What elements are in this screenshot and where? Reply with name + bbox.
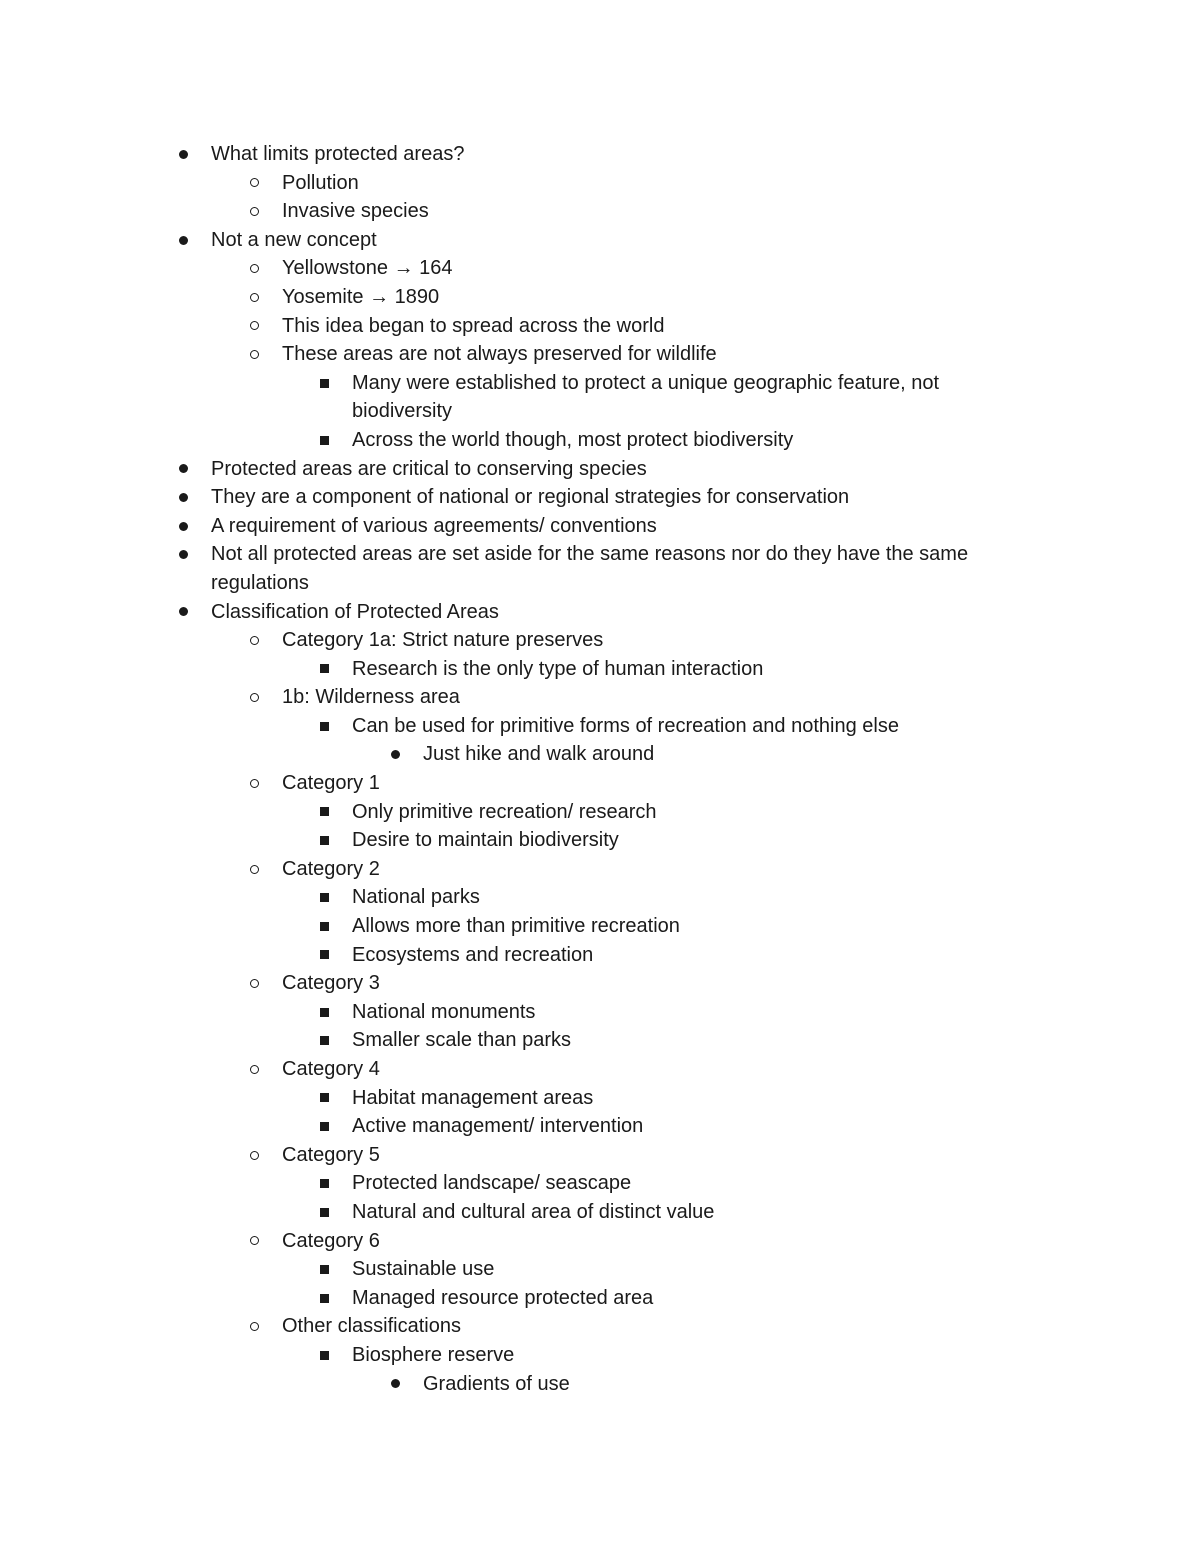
bullet-circle-icon [247,312,261,341]
list-item [0,226,1200,255]
bullet-circle-icon [247,283,261,312]
list-item [0,483,1200,512]
list-item [0,540,1200,597]
list-item-text: 1b: Wilderness area [282,686,460,709]
list-item-text: Active management/ intervention [352,1115,644,1138]
list-item-text: Not a new concept [211,228,377,251]
bullet-circle-icon [247,169,261,198]
list-item-text: What limits protected areas? [211,143,465,165]
list-item [0,140,1200,169]
list-item [0,1198,1200,1227]
bullet-disc-icon [176,140,190,169]
list-item [0,912,1200,941]
list-item [0,598,1200,627]
bullet-circle-icon [247,1312,261,1341]
list-item-text: Habitat management areas [352,1086,594,1109]
list-item-text: Invasive species [282,200,429,223]
list-item [0,769,1200,798]
list-item [0,712,1200,741]
list-item-text: A requirement of various agreements/ conventions [211,514,657,537]
list-item [0,626,1200,655]
list-item [0,512,1200,541]
list-item [0,1227,1200,1256]
list-item-text: Many were established to protect a unique geographic feature, not biodiversity [352,371,940,423]
bullet-disc-icon [176,455,190,484]
list-item [0,740,1200,769]
bullet-square-icon [317,912,331,941]
list-item-text: Ecosystems and recreation [352,943,594,966]
list-item [0,1370,1200,1399]
list-item-text: National parks [352,886,480,909]
list-item [0,941,1200,970]
list-item [0,1026,1200,1055]
list-item-text: These areas are not always preserved for wildlife [282,343,717,366]
list-item [0,883,1200,912]
bullet-square-icon [317,1284,331,1313]
list-item [0,312,1200,341]
bullet-disc-icon [176,540,190,569]
bullet-circle-icon [247,254,261,283]
list-item [0,1055,1200,1084]
list-item-text: Only primitive recreation/ research [352,800,657,823]
list-item-text: Other classifications [282,1315,461,1338]
list-item-text: Category 5 [282,1143,380,1166]
bullet-disc-icon [176,512,190,541]
bullet-circle-icon [247,969,261,998]
list-item [0,169,1200,198]
list-item [0,969,1200,998]
list-item-text: Across the world though, most protect biodiversity [352,428,794,451]
bullet-disc-icon [388,740,402,769]
list-item-text: Protected areas are critical to conserving species [211,457,647,480]
list-item [0,283,1200,312]
bullet-disc-icon [388,1370,402,1399]
list-item-text: Biosphere reserve [352,1343,515,1366]
list-item [0,369,1200,426]
bullet-square-icon [317,998,331,1027]
bullet-square-icon [317,941,331,970]
bullet-disc-icon [176,598,190,627]
list-item [0,197,1200,226]
bullet-circle-icon [247,1055,261,1084]
bullet-square-icon [317,426,331,455]
bullet-circle-icon [247,340,261,369]
list-item-text: Category 6 [282,1229,380,1252]
bullet-circle-icon [247,769,261,798]
list-item [0,1284,1200,1313]
bullet-square-icon [317,1084,331,1113]
list-item [0,655,1200,684]
bullet-square-icon [317,655,331,684]
list-item-text: Category 1a: Strict nature preserves [282,629,604,652]
list-item [0,426,1200,455]
list-item [0,798,1200,827]
bullet-square-icon [317,826,331,855]
list-item-text: Managed resource protected area [352,1286,654,1309]
bullet-square-icon [317,883,331,912]
bullet-square-icon [317,1169,331,1198]
bullet-circle-icon [247,1141,261,1170]
list-item-text: Gradients of use [423,1372,570,1395]
bullet-square-icon [317,1198,331,1227]
list-item-text: Category 4 [282,1058,380,1080]
list-item-text: This idea began to spread across the world [282,314,665,337]
bullet-square-icon [317,798,331,827]
list-item-text: Research is the only type of human interaction [352,657,764,680]
bullet-square-icon [317,712,331,741]
list-item-text: Yellowstone → 164 [282,257,453,280]
list-item-text: Protected landscape/ seascape [352,1172,632,1195]
list-item-text: Desire to maintain biodiversity [352,829,619,852]
list-item-text: Category 2 [282,857,380,880]
bullet-circle-icon [247,855,261,884]
bullet-disc-icon [176,483,190,512]
list-item-text: They are a component of national or regional strategies for conservation [211,486,850,509]
list-item-text: Category 3 [282,972,380,995]
list-item [0,340,1200,369]
list-item [0,683,1200,712]
list-item [0,855,1200,884]
list-item [0,1312,1200,1341]
list-item [0,1341,1200,1370]
bullet-circle-icon [247,1227,261,1256]
bullet-square-icon [317,1341,331,1370]
list-item [0,1169,1200,1198]
list-item-text: Classification of Protected Areas [211,600,499,623]
list-item [0,254,1200,283]
list-item-text: Just hike and walk around [423,743,655,766]
list-item [0,1141,1200,1170]
bullet-square-icon [317,369,331,398]
list-item [0,826,1200,855]
list-item-text: Yosemite → 1890 [282,285,440,308]
list-item-text: Not all protected areas are set aside for the same reasons nor do they have the same regulations [211,543,969,594]
bullet-square-icon [317,1255,331,1284]
list-item-text: Pollution [282,171,359,194]
list-item [0,455,1200,484]
bullet-square-icon [317,1026,331,1055]
bullet-circle-icon [247,683,261,712]
list-item-text: Allows more than primitive recreation [352,915,680,938]
list-item-text: Smaller scale than parks [352,1029,571,1052]
bullet-disc-icon [176,226,190,255]
document-body [0,140,1200,1398]
list-item [0,1084,1200,1113]
list-item-text: National monuments [352,1000,536,1023]
bullet-circle-icon [247,197,261,226]
list-item [0,1255,1200,1284]
bullet-square-icon [317,1112,331,1141]
bullet-circle-icon [247,626,261,655]
list-item-text: Category 1 [282,772,380,795]
list-item-text: Natural and cultural area of distinct value [352,1200,715,1223]
list-item [0,998,1200,1027]
list-item-text: Can be used for primitive forms of recreation and nothing else [352,714,899,737]
list-item-text: Sustainable use [352,1258,495,1281]
list-item [0,1112,1200,1141]
